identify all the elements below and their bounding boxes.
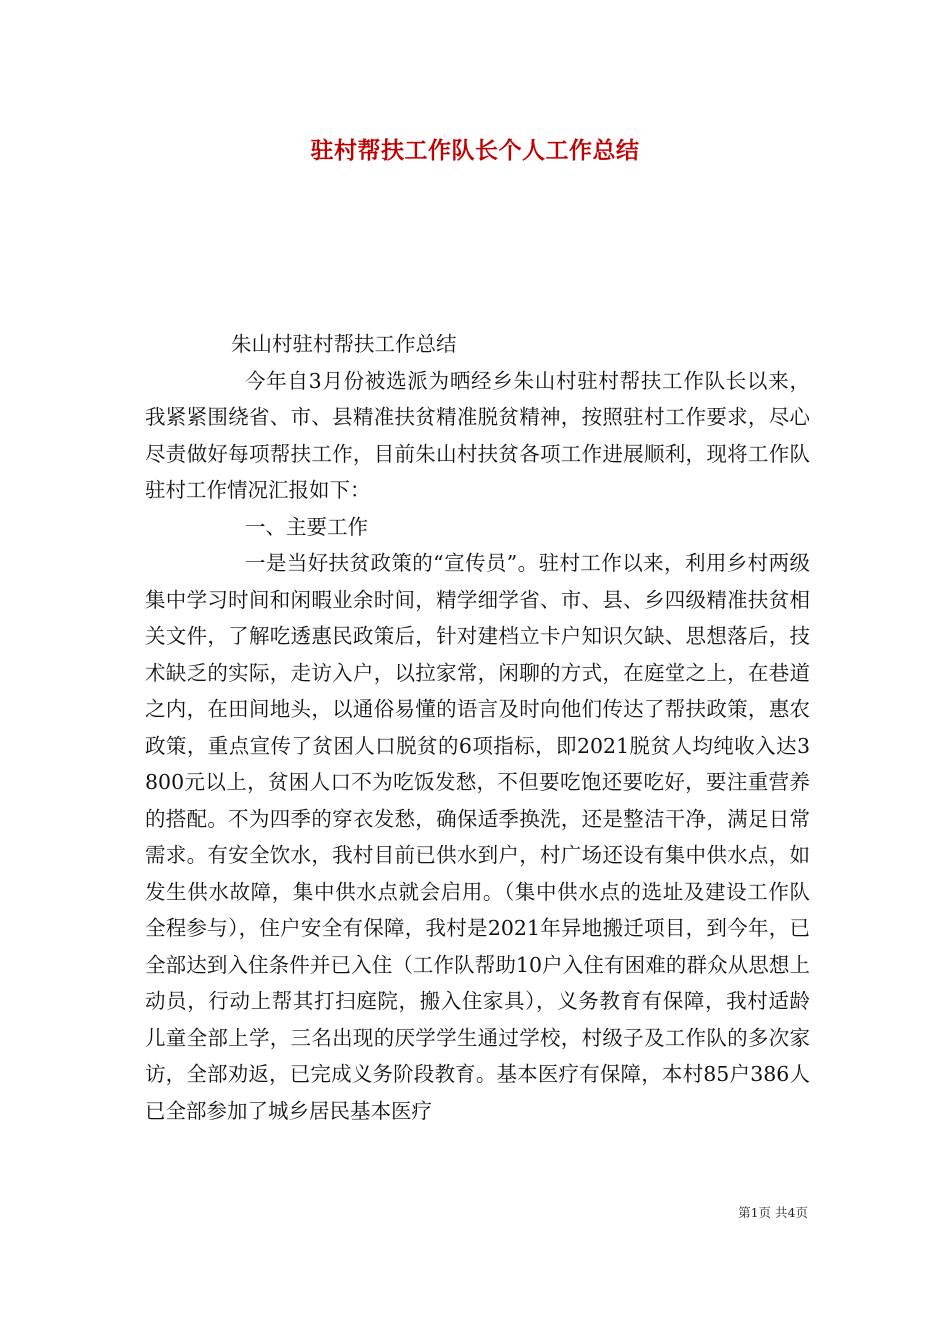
page-number-footer: 第1页 共4页 (738, 1205, 808, 1220)
document-body (145, 326, 810, 1129)
intro-paragraph: 今年自3月份被选派为晒经乡朱山村驻村帮扶工作队长以来，我紧紧围绕省、市、县精准扶贫精准脱贫精神，按照驻村工作要求，尽心尽责做好每项帮扶工作，目前朱山村扶贫各项工作进展顺利，现将工作队驻村工作情况汇报如下： (145, 368, 810, 502)
section-paragraph: 一是当好扶贫政策的“宣传员”。驻村工作以来，利用乡村两级集中学习时间和闲暇业余时间，精学细学省、市、县、乡四级精准扶贫相关文件，了解吃透惠民政策后，针对建档立卡户知识欠缺、思想落后，技术缺乏的实际，走访入户，以拉家常，闲聊的方式，在庭堂之上，在巷道之内，在田间地头，以通俗易懂的语言及时向他们传达了帮扶政策，惠农政策，重点宣传了贫困人口脱贫的6项指标，即2021脱贫人均纯收入达3800元以上，贫困人口不为吃饭发愁，不但要吃饱还要吃好，要注重营养的搭配。不为四季的穿衣发愁，确保适季换洗，还是整洁干净，满足日常需求。有安全饮水，我村目前已供水到户，村广场还设有集中供水点，如发生供水故障，集中供水点就会启用。（集中供水点的选址及建设工作队全程参与），住户安全有保障，我村是2021年异地搬迁项目，到今年，已全部达到入住条件并已入住（工作队帮助10户入住有困难的群众从思想上动员，行动上帮其打扫庭院，搬入住家具），义务教育有保障，我村适龄儿童全部上学，三名出现的厌学学生通过学校，村级子及工作队的多次家访，全部劝返，已完成义务阶段教育。基本医疗有保障，本村85户386人已全部参加了城乡居民基本医疗 (145, 551, 810, 1123)
document-title: 驻村帮扶工作队长个人工作总结 (310, 137, 640, 164)
section-heading: 一、主要工作 (245, 514, 368, 539)
document-subtitle: 朱山村驻村帮扶工作总结 (231, 332, 457, 356)
